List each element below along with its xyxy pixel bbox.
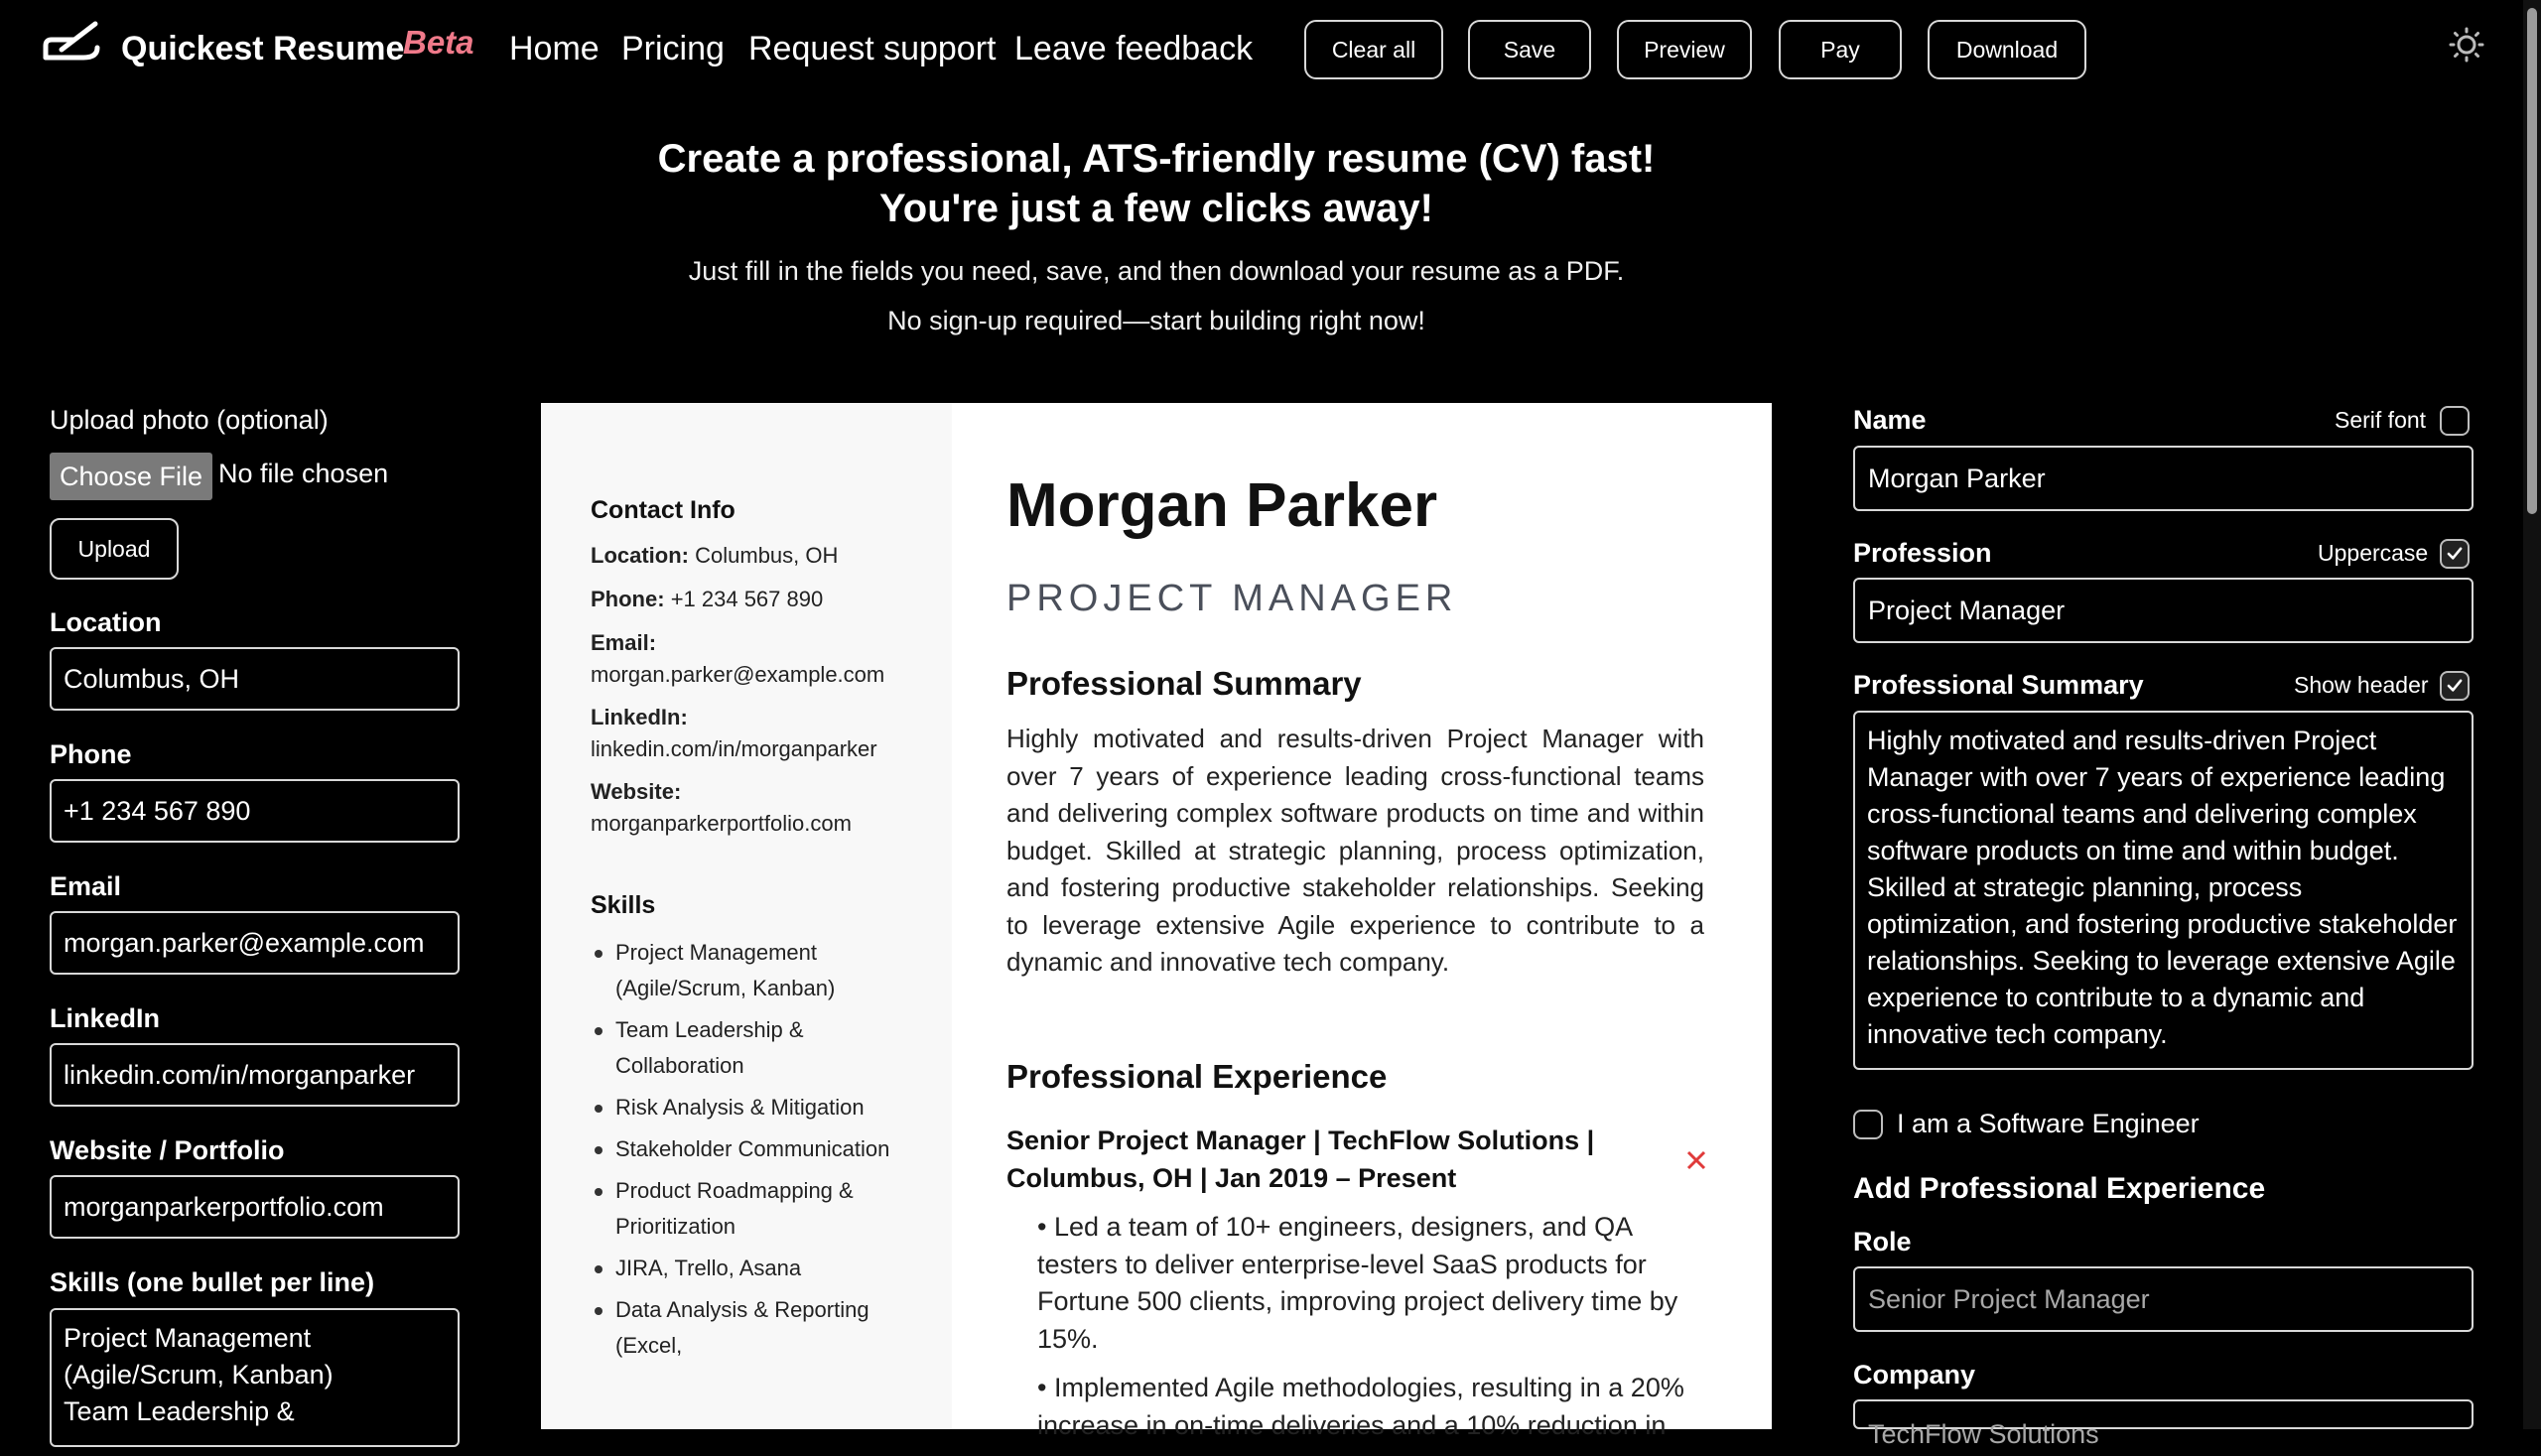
profession-input[interactable]: Project Manager: [1853, 578, 2474, 643]
linkedin-label: LinkedIn: [50, 1003, 161, 1033]
resume-phone: Phone: +1 234 567 890: [591, 587, 824, 611]
skills-header: Skills: [591, 891, 656, 919]
pay-button[interactable]: Pay: [1779, 20, 1902, 79]
download-button[interactable]: Download: [1928, 20, 2086, 79]
hero-subtitle-1: Just fill in the fields you need, save, and then download your resume as a PDF.: [688, 256, 1625, 286]
hero-subtitle-2: No sign-up required—start building right now!: [887, 306, 1425, 335]
website-input[interactable]: morganparkerportfolio.com: [50, 1175, 460, 1239]
job-bullet: • Implemented Agile methodologies, resulting in a 20% increase in on-time deliveries and a 10% reduction in: [1037, 1373, 1684, 1440]
summary-textarea[interactable]: Highly motivated and results-driven Project Manager with over 7 years of experience leading cross-functional teams and delivering complex software products on time and within budget. Skilled at strategic planning, process optimization, and fostering productive stakeholder relationships. Seeking to leverage extensive Agile experience to contribute to a dynamic and innovative tech company.: [1853, 711, 2474, 1070]
phone-label: Phone: [50, 739, 132, 769]
preview-button[interactable]: Preview: [1617, 20, 1752, 79]
show-header-label: Show header: [2294, 672, 2429, 698]
show-header-checkbox-checked-icon[interactable]: [2440, 671, 2470, 701]
email-label: Email: [50, 871, 122, 901]
brand-name[interactable]: Quickest Resume: [121, 30, 405, 67]
skills-label: Skills (one bullet per line): [50, 1267, 375, 1297]
software-engineer-checkbox[interactable]: [1853, 1110, 1883, 1139]
skill-item: Team Leadership & Collaboration: [591, 1012, 908, 1084]
serif-font-label: Serif font: [2335, 407, 2427, 433]
role-label: Role: [1853, 1227, 1912, 1257]
contact-info-header: Contact Info: [591, 496, 736, 524]
clear-all-button[interactable]: Clear all: [1304, 20, 1443, 79]
skill-item: Project Management (Agile/Scrum, Kanban): [591, 935, 908, 1006]
skill-item: Stakeholder Communication: [591, 1131, 908, 1167]
nav-leave-feedback[interactable]: Leave feedback: [1014, 30, 1254, 67]
pen-logo-icon: [40, 18, 105, 67]
skills-textarea[interactable]: Project Management (Agile/Scrum, Kanban) Team Leadership &: [50, 1308, 460, 1447]
phone-input[interactable]: +1 234 567 890: [50, 779, 460, 843]
skills-list: [591, 935, 908, 1370]
serif-font-checkbox[interactable]: [2440, 406, 2470, 436]
delete-experience-icon[interactable]: [1685, 1149, 1707, 1171]
software-engineer-label: I am a Software Engineer: [1897, 1109, 2200, 1138]
skill-item: Risk Analysis & Mitigation: [591, 1090, 908, 1125]
resume-linkedin: LinkedIn: linkedin.com/in/morganparker: [591, 705, 877, 761]
resume-email: Email: morgan.parker@example.com: [591, 630, 885, 687]
beta-badge: Beta: [403, 24, 474, 61]
resume-website: Website: morganparkerportfolio.com: [591, 779, 852, 836]
uppercase-label: Uppercase: [2318, 540, 2429, 566]
choose-file-button[interactable]: Choose File: [50, 453, 212, 500]
upload-photo-label: Upload photo (optional): [50, 405, 329, 435]
save-button[interactable]: Save: [1468, 20, 1591, 79]
top-bar: [0, 0, 2541, 99]
hero-title-line1: Create a professional, ATS-friendly resume (CV) fast!: [657, 137, 1656, 181]
nav-pricing[interactable]: Pricing: [621, 30, 725, 67]
name-input[interactable]: Morgan Parker: [1853, 446, 2474, 511]
resume-summary: Highly motivated and results-driven Project Manager with over 7 years of experience leading cross-functional teams and delivering complex software products on time and within budget. Skilled at strategic planning, process optimization, and fostering productive stakeholder relationships. Seeking to leverage extensive Agile experience to contribute to a dynamic and innovative tech company.: [1006, 724, 1704, 977]
job-title: Senior Project Manager | TechFlow Solutions | Columbus, OH | Jan 2019 – Present: [1006, 1125, 1595, 1193]
nav-home[interactable]: Home: [509, 30, 600, 67]
skill-item: Data Analysis & Reporting (Excel,: [591, 1292, 908, 1364]
email-input[interactable]: morgan.parker@example.com: [50, 911, 460, 975]
hero-title-line2: You're just a few clicks away!: [879, 187, 1433, 230]
page-scrollbar-thumb[interactable]: [2527, 8, 2537, 514]
professional-summary-label: Professional Summary: [1853, 670, 2144, 700]
theme-toggle-sun-icon[interactable]: [2450, 28, 2483, 62]
name-label: Name: [1853, 405, 1927, 435]
job-bullet: • Led a team of 10+ engineers, designers, and QA testers to deliver enterprise-level SaaS products for Fortune 500 clients, improving project delivery time by 15%.: [1037, 1212, 1678, 1354]
location-input[interactable]: Columbus, OH: [50, 647, 460, 711]
file-status-text: No file chosen: [218, 459, 389, 488]
nav-request-support[interactable]: Request support: [748, 30, 997, 67]
skill-item: Product Roadmapping & Prioritization: [591, 1173, 908, 1245]
upload-button[interactable]: Upload: [50, 518, 179, 580]
company-label: Company: [1853, 1360, 1976, 1390]
company-input[interactable]: TechFlow Solutions: [1853, 1399, 2474, 1429]
summary-header: Professional Summary: [1006, 665, 1362, 702]
resume-location: Location: Columbus, OH: [591, 543, 839, 568]
location-label: Location: [50, 607, 162, 637]
job-bullets: [1037, 1209, 1692, 1456]
skill-item: JIRA, Trello, Asana: [591, 1251, 908, 1286]
resume-name: Morgan Parker: [1006, 471, 1438, 540]
experience-header: Professional Experience: [1006, 1058, 1388, 1095]
role-input[interactable]: Senior Project Manager: [1853, 1266, 2474, 1332]
profession-label: Profession: [1853, 538, 1992, 568]
resume-profession: PROJECT MANAGER: [1006, 578, 1458, 619]
uppercase-checkbox-checked-icon[interactable]: [2440, 539, 2470, 569]
add-experience-header: Add Professional Experience: [1853, 1172, 2266, 1205]
linkedin-input[interactable]: linkedin.com/in/morganparker: [50, 1043, 460, 1107]
website-label: Website / Portfolio: [50, 1135, 285, 1165]
